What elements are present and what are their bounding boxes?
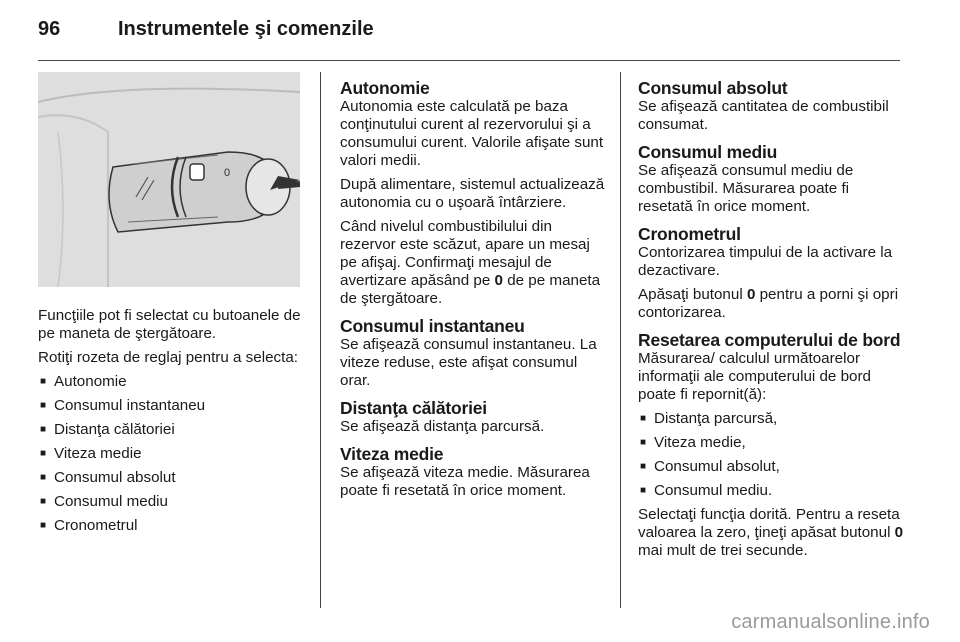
section-cronometrul: [638, 224, 906, 322]
list-item: ■ Cronometrul: [38, 517, 302, 535]
section-distanta: [340, 398, 608, 436]
list-item: ■ Consumul absolut: [38, 469, 302, 487]
section-consumul-instantaneu: [340, 316, 608, 390]
list-item: ■ Consumul absolut,: [638, 458, 906, 476]
wiper-lever-drawing: [38, 72, 300, 287]
text-run: pentru a porni şi opri contorizarea.: [638, 286, 899, 321]
paragraph: Se afişează cantitatea de combustibil consumat.: [638, 98, 889, 133]
section-autonomie: [340, 78, 608, 308]
column-2: [340, 78, 608, 508]
list-item: ■ Consumul instantaneu: [38, 397, 302, 415]
watermark: carmanualsonline.info: [731, 611, 930, 633]
column-3: [638, 78, 906, 568]
paragraph: Se afişează viteza medie. Măsurarea poate fi resetată în orice moment.: [340, 464, 590, 499]
section-heading: Viteza medie: [340, 444, 444, 464]
intro-paragraph-1: Funcţiile pot fi selectat cu butoanele de pe maneta de ştergătoare.: [38, 307, 301, 342]
paragraph: Se afişează consumul mediu de combustibil. Măsurarea poate fi resetată în orice moment.: [638, 162, 854, 215]
section-heading: Consumul mediu: [638, 142, 778, 162]
list-item: ■ Viteza medie: [38, 445, 302, 463]
section-heading: Autonomie: [340, 78, 430, 98]
reset-list: [638, 410, 906, 500]
list-item: ■ Consumul mediu: [38, 493, 302, 511]
list-item: ■ Consumul mediu.: [638, 482, 906, 500]
section-heading: Cronometrul: [638, 224, 741, 244]
section-consumul-mediu: [638, 142, 906, 216]
header-divider: [38, 60, 900, 61]
button-0-label: 0: [894, 524, 904, 541]
list-item: ■ Distanţa parcursă,: [638, 410, 906, 428]
page-title: Instrumentele şi comenzile: [118, 18, 374, 40]
text-run: Apăsaţi butonul: [638, 286, 747, 303]
wiper-lever-illustration: [38, 72, 300, 287]
paragraph: [638, 286, 906, 322]
section-resetare: [638, 330, 906, 560]
section-consumul-absolut: [638, 78, 906, 134]
text-run: mai mult de trei secunde.: [638, 542, 808, 559]
column-divider-1: [320, 72, 321, 608]
text-run: de pe maneta de ştergătoare.: [340, 272, 601, 307]
text-run: Selectaţi funcţia dorită. Pentru a reseta valoarea la zero, ţineţi apăsat butonul: [638, 506, 900, 541]
svg-text:0: 0: [224, 167, 231, 179]
section-heading: Resetarea computerului de bord: [638, 330, 901, 350]
section-heading: Consumul absolut: [638, 78, 788, 98]
list-item: ■ Autonomie: [38, 373, 302, 391]
button-0-label: 0: [746, 286, 756, 303]
intro-paragraph-2: Rotiţi rozeta de reglaj pentru a selecta:: [38, 349, 299, 366]
paragraph: [638, 506, 906, 560]
column-1: [38, 72, 302, 541]
section-heading: Distanţa călătoriei: [340, 398, 487, 418]
paragraph: [340, 218, 608, 308]
list-item: ■ Distanţa călătoriei: [38, 421, 302, 439]
column-divider-2: [620, 72, 621, 608]
paragraph: Se afişează distanţa parcursă.: [340, 418, 545, 435]
list-item: ■ Viteza medie,: [638, 434, 906, 452]
button-0-label: 0: [494, 272, 503, 289]
paragraph: Măsurarea/ calculul următoarelor informaţii ale computerului de bord poate fi repornit(ă):: [638, 350, 871, 403]
text-run: Când nivelul combustibilului din rezervor este scăzut, apare un mesaj pe afişaj. Confirmaţi mesajul de avertizare apăsând pe: [340, 218, 590, 289]
paragraph: După alimentare, sistemul actualizează autonomia cu o uşoară întârziere.: [340, 176, 605, 211]
paragraph: Contorizarea timpului de la activare la dezactivare.: [638, 244, 893, 279]
section-heading: Consumul instantaneu: [340, 316, 525, 336]
section-viteza-medie: [340, 444, 608, 500]
page-header: [38, 18, 374, 48]
function-list: [38, 373, 302, 535]
paragraph: Se afişează consumul instantaneu. La viteze reduse, este afişat consumul orar.: [340, 336, 597, 389]
page-number: 96: [38, 18, 61, 40]
paragraph: Autonomia este calculată pe baza conţinutului curent al rezervorului şi a consumului curent. Valorile afişate sunt valori medii.: [340, 98, 604, 169]
